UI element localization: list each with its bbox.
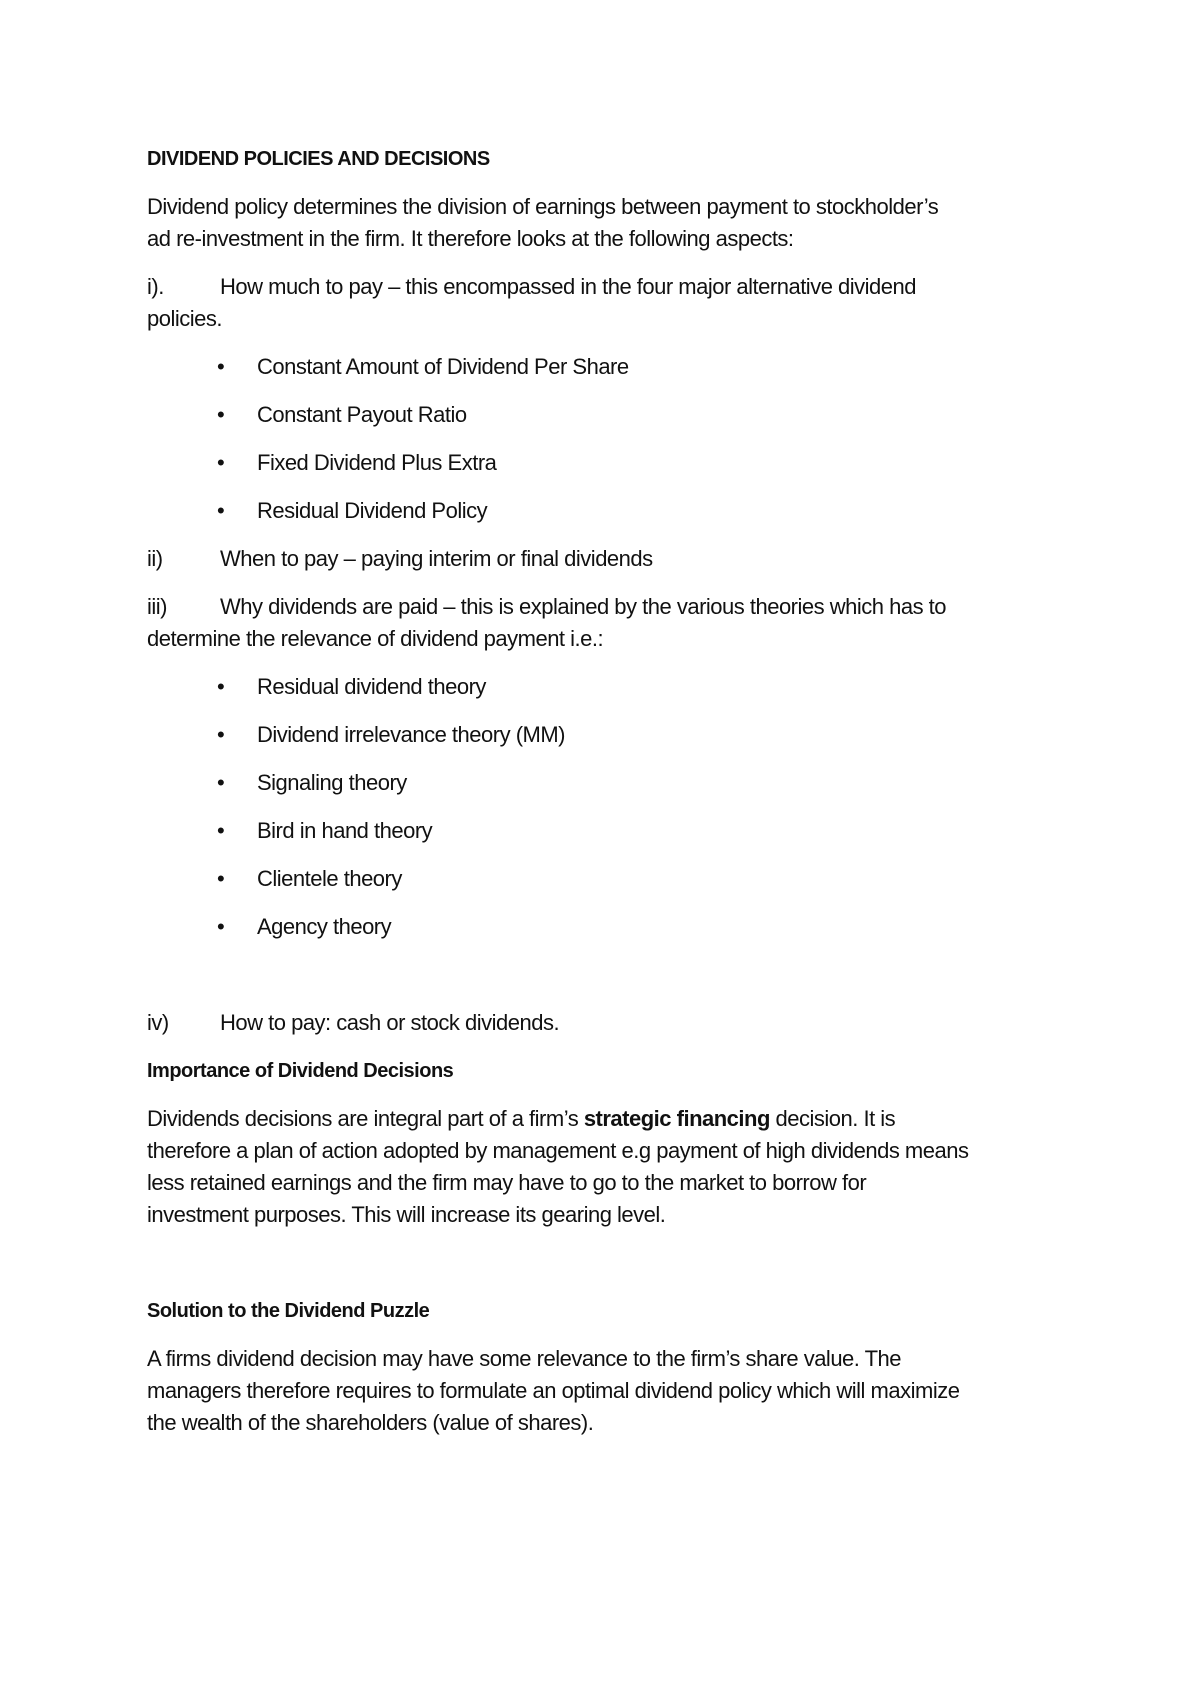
aspect-continuation: determine the relevance of dividend payment i.e.:: [147, 626, 604, 651]
importance-bold-term: strategic financing: [583, 1106, 770, 1131]
document-page: [147, 143, 1077, 1455]
aspect-number: i).: [147, 274, 164, 299]
document-title: DIVIDEND POLICIES AND DECISIONS: [147, 148, 490, 170]
aspect-when: [147, 543, 1077, 575]
importance-heading: Importance of Dividend Decisions: [147, 1060, 454, 1082]
aspect-number: ii): [147, 546, 163, 571]
aspect-how-much: [147, 271, 1077, 335]
aspect-why: [147, 591, 1077, 655]
aspect-text: How much to pay – this encompassed in the four major alternative dividend: [220, 274, 916, 299]
importance-line-3: less retained earnings and the firm may have to go to the market to borrow for: [147, 1170, 867, 1195]
spacer: [147, 1247, 1077, 1295]
list-item: • Bird in hand theory: [147, 815, 1077, 847]
theory-list: [147, 671, 1077, 943]
aspect-number: iii): [147, 594, 167, 619]
importance-line-2: therefore a plan of action adopted by management e.g payment of high dividends means: [147, 1138, 969, 1163]
intro-paragraph: [147, 191, 1077, 255]
solution-line-2: managers therefore requires to formulate an optimal dividend policy which will maximize: [147, 1378, 960, 1403]
list-item: • Constant Amount of Dividend Per Share: [147, 351, 1077, 383]
solution-heading: Solution to the Dividend Puzzle: [147, 1300, 430, 1322]
list-item: • Constant Payout Ratio: [147, 399, 1077, 431]
aspect-continuation: policies.: [147, 306, 222, 331]
importance-post: decision. It is: [769, 1106, 896, 1131]
list-item: • Residual dividend theory: [147, 671, 1077, 703]
solution-line-1: A firms dividend decision may have some relevance to the firm’s share value. The: [147, 1346, 902, 1371]
aspect-text: When to pay – paying interim or final dividends: [220, 546, 653, 571]
list-item: • Agency theory: [147, 911, 1077, 943]
list-item: • Dividend irrelevance theory (MM): [147, 719, 1077, 751]
solution-line-3: the wealth of the shareholders (value of shares).: [147, 1410, 594, 1435]
intro-line-1: Dividend policy determines the division of earnings between payment to stockholder’s: [147, 194, 939, 219]
policy-list: [147, 351, 1077, 527]
spacer: [147, 959, 1077, 1007]
aspect-how: [147, 1007, 1077, 1039]
aspect-number: iv): [147, 1010, 169, 1035]
intro-line-2: ad re-investment in the firm. It therefore looks at the following aspects:: [147, 226, 794, 251]
solution-paragraph: [147, 1343, 1077, 1439]
importance-pre: Dividends decisions are integral part of a firm’s: [147, 1106, 584, 1131]
aspect-text: Why dividends are paid – this is explained by the various theories which has to: [220, 594, 947, 619]
importance-paragraph: [147, 1103, 1077, 1231]
list-item: • Fixed Dividend Plus Extra: [147, 447, 1077, 479]
list-item: • Signaling theory: [147, 767, 1077, 799]
list-item: • Residual Dividend Policy: [147, 495, 1077, 527]
aspect-text: How to pay: cash or stock dividends.: [220, 1010, 560, 1035]
list-item: • Clientele theory: [147, 863, 1077, 895]
importance-line-4: investment purposes. This will increase its gearing level.: [147, 1202, 666, 1227]
